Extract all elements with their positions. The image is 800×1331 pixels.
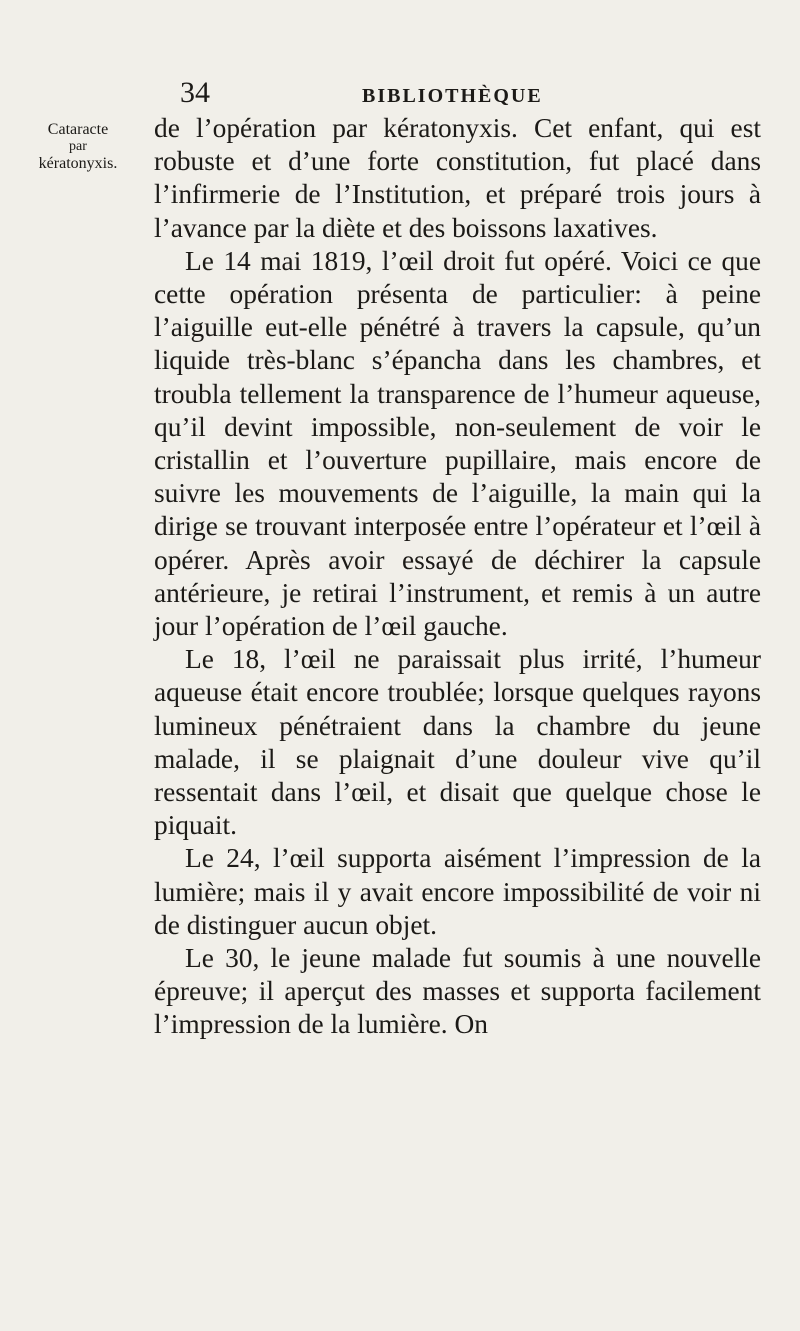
margin-note-line: kératonyxis. <box>38 155 118 172</box>
paragraph: Le 24, l’œil supporta aisément l’impression de la lumière; mais il y avait encore impossibilité de voir ni de distinguer aucun objet. <box>154 843 761 940</box>
margin-note-line: par <box>69 139 87 154</box>
margin-note <box>8 120 148 174</box>
margin-note-line: Cataracte <box>47 121 109 138</box>
paragraph: Le 18, l’œil ne paraissait plus irrité, l’humeur aqueuse était encore troublée; lorsque quelques rayons lumineux pénétraient dans la chambre du jeune malade, il se plaignait d’une douleur vive qu’il ressentait dans l’œil, et disait que quelque chose le piquait. <box>154 644 761 841</box>
running-title: BIBLIOTHÈQUE <box>362 85 543 107</box>
page-number: 34 <box>180 76 210 109</box>
paragraph: de l’opération par kératonyxis. Cet enfant, qui est robuste et d’une forte constitution, fut placé dans l’infirmerie de l’Institution, et préparé trois jours à l’avance par la diète et des boissons laxatives. <box>154 113 761 243</box>
running-head <box>180 76 760 116</box>
body-text <box>154 112 761 1042</box>
paragraph: Le 30, le jeune malade fut soumis à une nouvelle épreuve; il aperçut des masses et supporta facilement l’impression de la lumière. On <box>154 943 761 1040</box>
paragraph: Le 14 mai 1819, l’œil droit fut opéré. Voici ce que cette opération présenta de particulier: à peine l’aiguille eut-elle pénétré à travers la capsule, qu’un liquide très-blanc s’épancha dans les chambres, et troubla tellement la transparence de l’humeur aqueuse, qu’il devint impossible, non-seulement de voir le cristallin et l’ouverture pupillaire, mais encore de suivre les mouvements de l’aiguille, la main qui la dirige se trouvant interposée entre l’opérateur et l’œil à opérer. Après avoir essayé de déchirer la capsule antérieure, je retirai l’instrument, et remis à un autre jour l’opération de l’œil gauche. <box>154 245 761 642</box>
